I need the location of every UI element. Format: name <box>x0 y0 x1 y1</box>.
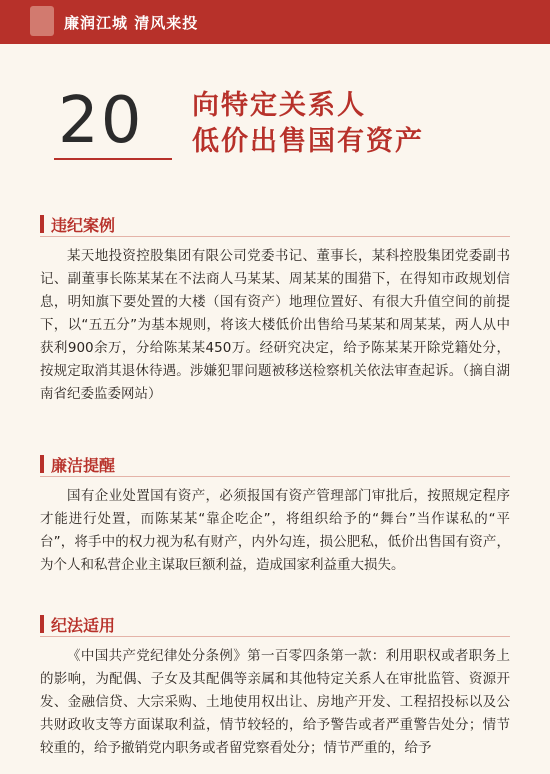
section-marker <box>40 215 44 233</box>
article-number: 20 <box>58 84 144 158</box>
section-title: 廉洁提醒 <box>51 455 116 475</box>
article-title <box>192 88 424 160</box>
section-title: 违纪案例 <box>51 215 116 235</box>
section-header <box>40 612 510 637</box>
title-line-1: 向特定关系人 <box>192 90 366 121</box>
section-marker <box>40 455 44 473</box>
section-body: 国有企业处置国有资产，必须报国有资产管理部门审批后，按照规定程序才能进行处置，而陈某某“靠企吃企”，将组织给予的“舞台”当作谋私的“平台”，将手中的权力视为私有财产，内外勾连，损公肥私，低价出售国有资产，为个人和私营企业主谋取巨额利益，造成国家利益重大损失。 <box>40 488 510 573</box>
header-slogan: 廉润江城 清风来投 <box>64 14 199 32</box>
section-integrity-reminder <box>40 452 510 577</box>
section-violation-case <box>40 212 510 406</box>
title-line-2: 低价出售国有资产 <box>192 126 424 157</box>
section-header <box>40 212 510 237</box>
section-title: 纪法适用 <box>51 615 116 635</box>
section-body: 某天地投资控股集团有限公司党委书记、董事长，某科控股集团党委副书记、副董事长陈某某在不法商人马某某、周某某的围猎下，在得知市政规划信息，明知旗下要处置的大楼（国有资产）地理位置好、有很大升值空间的前提下，以“五五分”为基本规则，将该大楼低价出售给马某某和周某某，两人从中获利900余万，分给陈某某450万。经研究决定，给予陈某某开除党籍处分，按规定取消其退休待遇。涉嫌犯罪问题被移送检察机关依法审查起诉。（摘自湖南省纪委监委网站） <box>40 248 510 402</box>
section-law-application <box>40 612 510 760</box>
number-underline <box>54 158 172 160</box>
section-marker <box>40 615 44 633</box>
header-bar <box>0 0 550 44</box>
section-body: 《中国共产党纪律处分条例》第一百零四条第一款：利用职权或者职务上的影响，为配偶、子女及其配偶等亲属和其他特定关系人在审批监管、资源开发、金融信贷、大宗采购、土地使用权出让、房地产开发、工程招投标以及公共财政收支等方面谋取利益，情节较轻的，给予警告或者严重警告处分；情节较重的，给予撤销党内职务或者留党察看处分；情节严重的，给予 <box>40 648 510 756</box>
section-header <box>40 452 510 477</box>
seal-logo-icon <box>30 6 54 36</box>
